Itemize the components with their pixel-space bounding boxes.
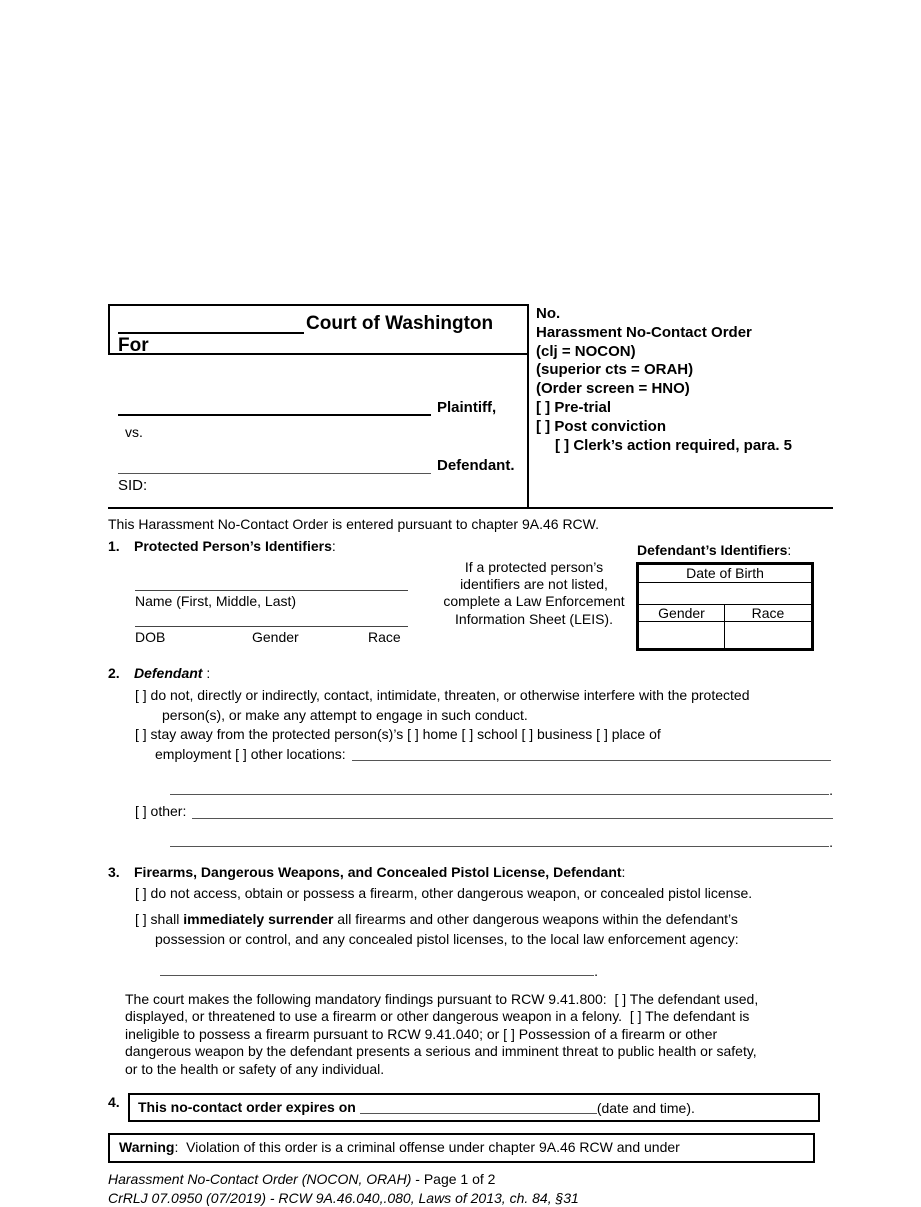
name-field-label: Name (First, Middle, Last) (135, 593, 297, 609)
locations-continuation-line (108, 779, 833, 798)
for-label: For (118, 335, 149, 356)
form-content (108, 304, 833, 1207)
section-2-number: 2. (108, 665, 120, 681)
section-2-items (108, 686, 833, 850)
defendant-label: Defendant. (437, 457, 515, 474)
findings-line-3: ineligible to possess a firearm pursuant to RCW 9.41.040; or [ ] Possession of a firearm or other (125, 1025, 718, 1042)
defendant-identifiers-heading (637, 542, 791, 558)
clerks-action-checkbox: [ ] Clerk’s action required, para. 5 (555, 436, 793, 454)
other-locations-blank-line (352, 745, 831, 761)
case-number-label: No. (536, 305, 561, 322)
stay-away-checkbox-line-1: [ ] stay away from the protected person(s)’s [ ] home [ ] school [ ] business [ ] place of (135, 726, 661, 742)
footer-line-2: CrRLJ 07.0950 (07/2019) - RCW 9A.46.040,.080, Laws of 2013, ch. 84, §31 (108, 1189, 579, 1206)
order-screen-line: (Order screen = HNO) (536, 380, 690, 398)
section-3-firearms (108, 863, 833, 1079)
section-1-heading-text: Protected Person’s Identifiers (134, 538, 332, 554)
other-continuation-blank (170, 831, 829, 847)
agency-blank-line-row (108, 960, 598, 979)
warning-label: Warning (119, 1139, 175, 1156)
pretrial-checkbox: [ ] Pre-trial (536, 398, 612, 416)
section-4-expiration (108, 1093, 833, 1122)
expiration-date-blank-line (360, 1099, 597, 1114)
defendant-identifiers-table (636, 562, 814, 651)
mandatory-findings-paragraph (108, 991, 833, 1078)
defendant-identifiers-colon: : (787, 542, 792, 558)
stay-away-checkbox-line-2 (108, 745, 833, 765)
other-continuation-line (108, 831, 833, 850)
section-1-protected-person (108, 536, 833, 655)
court-heading-box (108, 304, 527, 355)
expires-on-text: This no-contact order expires on (138, 1099, 356, 1116)
date-and-time-suffix: (date and time). (596, 1100, 695, 1117)
surrender-checkbox-line-1 (108, 910, 833, 930)
section-1-heading-colon: : (331, 538, 336, 554)
gender-value-cell (639, 622, 725, 648)
court-name-row (118, 310, 521, 334)
surrender-prefix: [ ] shall (135, 911, 184, 927)
surrender-bold-text: immediately surrender (183, 911, 334, 927)
leis-note: If a protected person’s identifiers are not listed, complete a Law Enforcement Information Sheet (LEIS). (443, 559, 625, 627)
plaintiff-name-blank-line (118, 400, 431, 416)
form-footer (108, 1170, 833, 1207)
section-1-heading (108, 538, 336, 554)
line-end-period: . (594, 963, 598, 979)
plaintiff-label: Plaintiff, (437, 399, 497, 416)
race-value-cell (725, 622, 811, 648)
line-end-period: . (829, 782, 833, 798)
section-2-heading (108, 664, 833, 682)
section-4-number: 4. (108, 1094, 120, 1111)
race-label: Race (368, 629, 401, 645)
postconviction-checkbox: [ ] Post conviction (536, 417, 667, 435)
surrender-checkbox-line-2: possession or control, and any concealed pistol licenses, to the local law enforcement agency: (155, 930, 739, 947)
findings-line-2: displayed, or threatened to use a firearm or other dangerous weapon in a felony. [ ] The defendant is (125, 1008, 750, 1025)
name-blank-line (135, 573, 408, 591)
defendant-row (108, 457, 527, 474)
court-for-row (118, 334, 521, 357)
other-locations-label: employment [ ] other locations: (155, 745, 346, 762)
footer-line-1 (108, 1170, 833, 1189)
no-contact-checkbox-line-1: [ ] do not, directly or indirectly, contact, intimidate, threaten, or otherwise interfere with the protected (135, 687, 750, 703)
court-of-washington-title: Court of Washington (306, 313, 494, 334)
plaintiff-row (108, 399, 527, 416)
parties-area (108, 355, 527, 507)
race-header-cell: Race (751, 605, 785, 621)
other-label: [ ] other: (135, 803, 187, 819)
no-contact-checkbox-line-2: person(s), or make any attempt to engage in such conduct. (162, 706, 528, 723)
gender-race-header-row (639, 605, 811, 622)
form-title: Harassment No-Contact Order (536, 323, 752, 341)
line-end-period: . (829, 833, 833, 850)
other-blank-line (192, 803, 833, 819)
section-3-heading (108, 863, 833, 881)
gender-race-value-row (639, 622, 811, 648)
dob-value-cell (639, 583, 811, 605)
findings-line-5: or to the health or safety of any individual. (125, 1060, 385, 1077)
gender-label: Gender (252, 629, 299, 645)
agency-blank-line (160, 960, 594, 976)
caption-right-column (527, 304, 833, 507)
warning-box (108, 1133, 815, 1163)
surrender-suffix: all firearms and other dangerous weapons within the defendant’s (333, 911, 738, 927)
clj-code-line: (clj = NOCON) (536, 342, 636, 360)
findings-line-1: The court makes the following mandatory findings pursuant to RCW 9.41.800: [ ] The defendant used, (125, 991, 759, 1007)
caption-left-column (108, 304, 527, 507)
section-2-defendant (108, 664, 833, 850)
dob-label: DOB (135, 629, 166, 645)
expiration-box (128, 1093, 820, 1122)
county-blank-line (181, 337, 519, 355)
locations-continuation-blank (170, 779, 829, 795)
dob-header-cell: Date of Birth (639, 565, 811, 583)
intro-statement: This Harassment No-Contact Order is entered pursuant to chapter 9A.46 RCW. (108, 516, 599, 532)
dob-gender-race-labels (135, 628, 408, 646)
protected-person-fields (135, 573, 408, 646)
findings-line-4: dangerous weapon by the defendant presents a serious and imminent threat to public health or safety, (125, 1043, 757, 1060)
dob-gender-race-blank-line (135, 610, 408, 627)
other-checkbox-line (108, 802, 833, 822)
vs-label: vs. (125, 424, 143, 440)
warning-text: : Violation of this order is a criminal offense under chapter 9A.46 RCW and under (174, 1139, 680, 1156)
superior-code-line: (superior cts = ORAH) (536, 361, 694, 379)
footer-form-name: Harassment No-Contact Order (NOCON, ORAH) (108, 1171, 412, 1188)
section-2-heading-colon: : (202, 665, 211, 681)
court-name-blank-line (118, 314, 304, 334)
defendant-identifiers-heading-text: Defendant’s Identifiers (637, 542, 788, 558)
no-firearm-checkbox-line: [ ] do not access, obtain or possess a firearm, other dangerous weapon, or concealed pistol license. (135, 884, 753, 901)
section-1-number: 1. (108, 538, 120, 554)
section-3-number: 3. (108, 863, 120, 880)
section-3-heading-colon: : (621, 863, 626, 880)
case-caption (108, 304, 833, 509)
sid-label: SID: (118, 477, 148, 494)
defendant-name-blank-line (118, 458, 431, 474)
section-2-heading-text: Defendant (134, 665, 203, 681)
footer-page-number: - Page 1 of 2 (411, 1171, 496, 1188)
gender-header-cell: Gender (639, 605, 725, 621)
section-3-heading-text: Firearms, Dangerous Weapons, and Concealed Pistol License, Defendant (134, 863, 622, 880)
